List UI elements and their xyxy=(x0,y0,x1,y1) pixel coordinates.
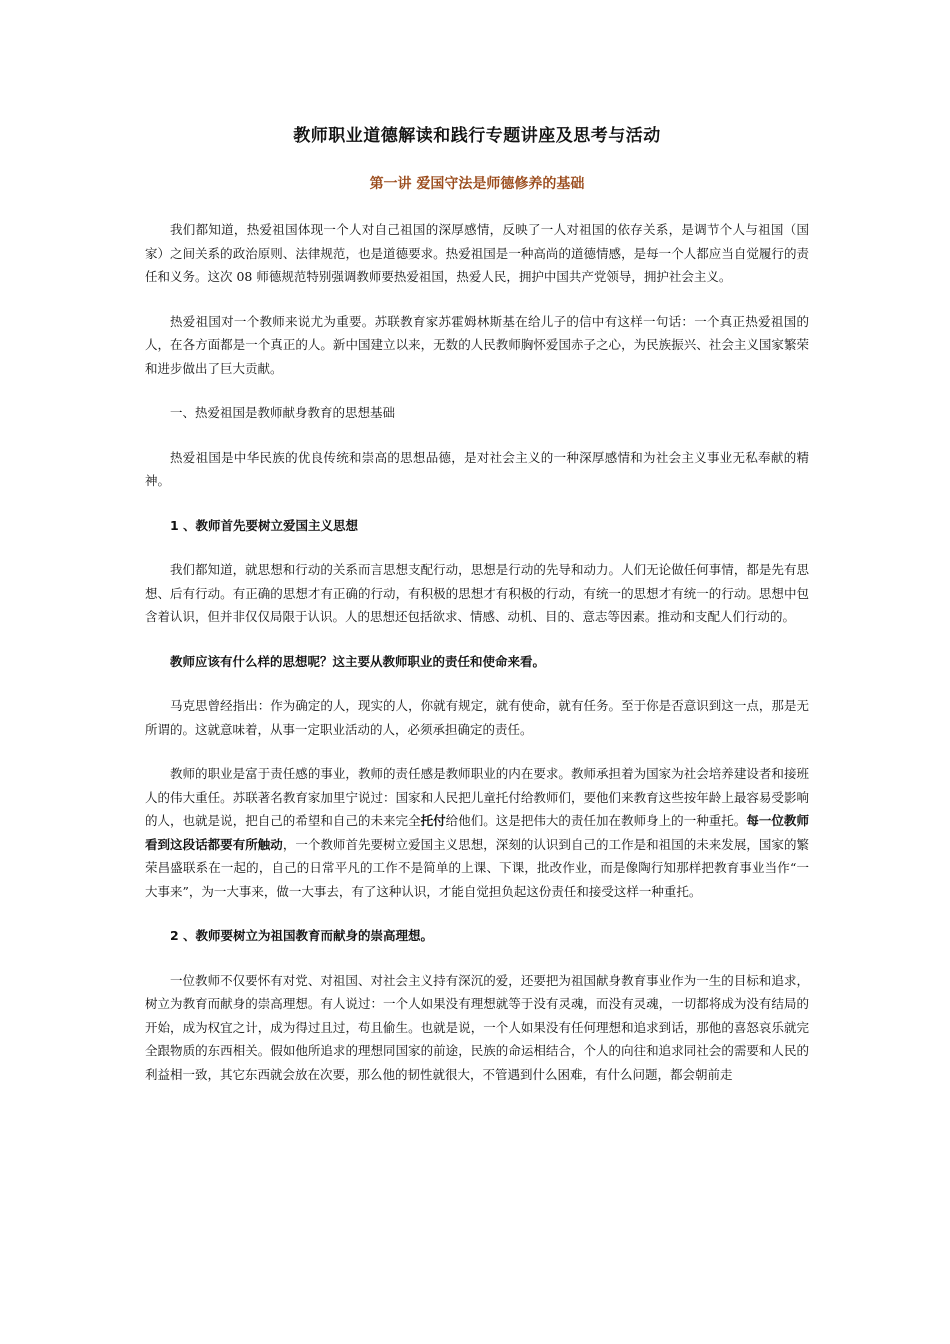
document-page xyxy=(145,122,809,1107)
paragraph-3: 热爱祖国是中华民族的优良传统和崇高的思想品德，是对社会主义的一种深厚感情和为社会主义事业无私奉献的精神。 xyxy=(145,449,809,488)
question-heading: 教师应该有什么样的思想呢？这主要从教师职业的责任和使命来看。 xyxy=(170,653,546,669)
paragraph-5: 马克思曾经指出：作为确定的人，现实的人，你就有规定，就有使命，就有任务。至于你是否意识到这一点，那是无所谓的。这就意味着，从事一定职业活动的人，必须承担确定的责任。 xyxy=(145,698,809,737)
paragraph-6-bold-2: 每一位教师看到这段话都要有所触动 xyxy=(145,813,809,852)
lecture-title: 第一讲 爱国守法是师德修养的基础 xyxy=(369,176,585,192)
document-title: 教师职业道德解读和践行专题讲座及思考与活动 xyxy=(293,126,661,146)
paragraph-6-bold-1: 托付 xyxy=(420,813,446,828)
paragraph-6-part-b: 给他们。这是把伟大的责任加在教师身上的一种重托。 xyxy=(445,813,747,828)
paragraph-7: 一位教师不仅要怀有对党、对祖国、对社会主义持有深沉的爱，还要把为祖国献身教育事业作为一生的目标和追求，树立为教育而献身的崇高理想。有人说过：一个人如果没有理想就等于没有灵魂，而没有灵魂，一切都将成为没有结局的开始，成为权宜之计，成为得过且过，苟且偷生。也就是说，一个人如果没有任何理想和追求到话，那他的喜怒哀乐就完全跟物质的东西相关。假如他所追求的理想同国家的前途，民族的命运相结合，个人的向往和追求同社会的需要和人民的利益相一致，其它东西就会放在次要，那么他的韧性就很大，不管遇到什么困难，有什么问题，都会朝前走 xyxy=(145,972,809,1082)
subheading-2: 2 、教师要树立为祖国教育而献身的崇高理想。 xyxy=(170,928,434,943)
paragraph-4: 我们都知道，就思想和行动的关系而言思想支配行动，思想是行动的先导和动力。人们无论做任何事情，都是先有思想、后有行动。有正确的思想才有正确的行动，有积极的思想才有积极的行动，有统一的思想才有统一的行动。思想中包含着认识，但并非仅仅局限于认识。人的思想还包括欲求、情感、动机、目的、意志等因素。推动和支配人们行动的。 xyxy=(145,562,809,624)
paragraph-6-part-c: ，一个教师首先要树立爱国主义思想，深刻的认识到自己的工作是和祖国的未来发展，国家的繁荣昌盛联系在一起的，自己的日常平凡的工作不是简单的上课、下课，批改作业，而是像陶行知那样把教育事业当作“一大事来”，为一大事来，做一大事去，有了这种认识，才能自觉担负起这份责任和接受这样一种重托。 xyxy=(145,836,809,899)
paragraph-6 xyxy=(145,762,809,903)
paragraph-6-part-a: 教师的职业是富于责任感的事业，教师的责任感是教师职业的内在要求。教师承担着为国家为社会培养建设者和接班人的伟大重任。苏联著名教育家加里宁说过：国家和人民把儿童托付给教师们，要他们来教育这些按年龄上最容易受影响的人，也就是说，把自己的希望和自己的未来完全 xyxy=(145,766,809,828)
paragraph-2: 热爱祖国对一个教师来说尤为重要。苏联教育家苏霍姆林斯基在给儿子的信中有这样一句话：一个真正热爱祖国的人，在各方面都是一个真正的人。新中国建立以来，无数的人民教师胸怀爱国赤子之心，为民族振兴、社会主义国家繁荣和进步做出了巨大贡献。 xyxy=(145,313,809,376)
subheading-1: 1 、教师首先要树立爱国主义思想 xyxy=(170,517,359,533)
paragraph-1: 我们都知道，热爱祖国体现一个人对自己祖国的深厚感情，反映了一人对祖国的依存关系，是调节个人与祖国（国家）之间关系的政治原则、法律规范，也是道德要求。热爱祖国是一种高尚的道德情感，是每一个人都应当自觉履行的责任和义务。这次 08 师德规范特别强调教师要热爱祖国，热爱人民，拥护中国共产党领导，拥护社会主义。 xyxy=(145,222,809,284)
section-heading-1: 一、热爱祖国是教师献身教育的思想基础 xyxy=(170,405,396,420)
